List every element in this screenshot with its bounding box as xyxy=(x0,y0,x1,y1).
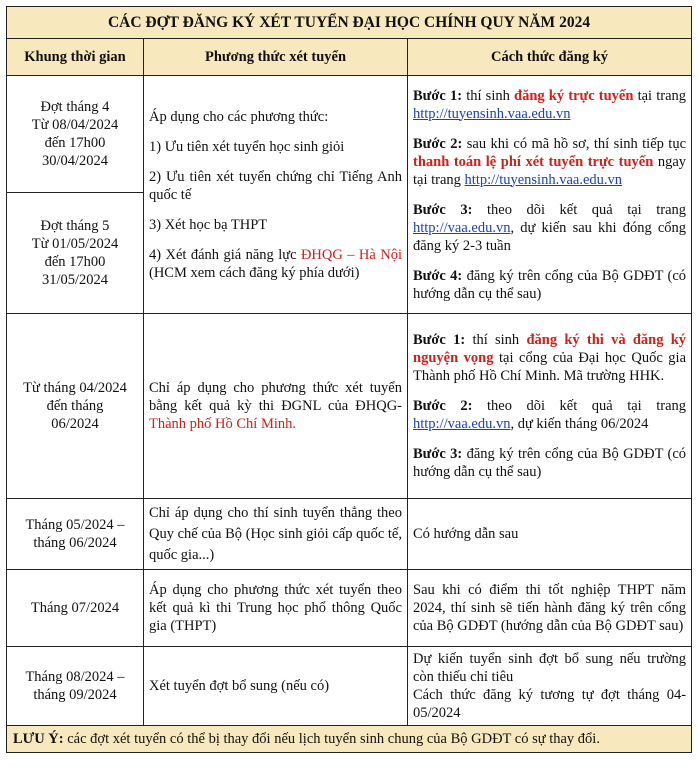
step-text: đăng ký trên cổng của Bộ GDĐT (có hướng dẫn cụ thể sau) xyxy=(413,267,687,302)
method-cell-r3: Chỉ áp dụng cho thí sinh tuyển thẳng theo Quy chế của Bộ (Học sinh giỏi cấp quốc tế, quốc gia...) xyxy=(144,499,408,570)
header-registration: Cách thức đăng ký xyxy=(408,39,692,76)
table-row xyxy=(7,76,692,193)
header-method: Phương thức xét tuyển xyxy=(144,39,408,76)
method-item: 1) Ưu tiên xét tuyển học sinh giỏi xyxy=(149,138,345,155)
note-label: LƯU Ý: xyxy=(13,731,64,747)
highlight-text: thanh toán lệ phí xét tuyển trực tuyến xyxy=(413,153,654,170)
table-title: CÁC ĐỢT ĐĂNG KÝ XÉT TUYỂN ĐẠI HỌC CHÍNH QUY NĂM 2024 xyxy=(7,7,692,39)
time-cell-april xyxy=(7,76,144,193)
method-cell-r2 xyxy=(144,314,408,499)
method-item xyxy=(149,379,402,433)
step-3 xyxy=(413,445,686,481)
period-start: Tháng 08/2024 – xyxy=(25,669,125,685)
step-text: đăng ký trên cổng của Bộ GDĐT (có hướng dẫn cụ thể sau) xyxy=(413,446,687,480)
method-item: 3) Xét học bạ THPT xyxy=(149,216,268,233)
period-start: Tháng 05/2024 – xyxy=(25,517,125,533)
table-row xyxy=(7,570,692,647)
registration-cell-r2 xyxy=(408,314,692,499)
method-text: 4) Xét đánh giá năng lực xyxy=(149,246,301,263)
time-cell-may xyxy=(7,193,144,314)
time-cell-r5 xyxy=(7,647,144,726)
period-start: Từ 01/05/2024 xyxy=(31,236,119,252)
method-cell-r1 xyxy=(144,76,408,314)
period-to: đến tháng xyxy=(46,398,104,414)
period-end: tháng 06/2024 xyxy=(33,535,117,551)
note-row xyxy=(7,726,692,753)
method-cell-r4: Áp dụng cho phương thức xét tuyển theo kết quả kì thi Trung học phổ thông Quốc gia (THPT) xyxy=(144,570,408,647)
method-intro: Áp dụng cho các phương thức: xyxy=(149,108,329,125)
registration-cell-r3: Có hướng dẫn sau xyxy=(408,499,692,570)
step-label: Bước 1: xyxy=(413,332,466,348)
step-text: theo dõi kết quả tại trang xyxy=(472,201,687,218)
vaa-link[interactable]: http://vaa.edu.vn xyxy=(413,219,511,236)
table-row xyxy=(7,647,692,726)
method-text: Chỉ áp dụng cho phương thức xét tuyển bằng kết quả kỳ thi ĐGNL của ĐHQG- xyxy=(149,380,402,414)
period-to: đến 17h00 xyxy=(44,135,106,151)
step-3 xyxy=(413,201,686,255)
highlight-text: ĐHQG – Hà Nội xyxy=(300,246,402,263)
step-label: Bước 3: xyxy=(413,446,463,462)
period-end: 31/05/2024 xyxy=(41,272,109,288)
step-label: Bước 1: xyxy=(413,87,463,104)
step-label: Bước 4: xyxy=(413,267,463,284)
registration-cell-r5 xyxy=(408,647,692,726)
registration-text: Dự kiến tuyển sinh đợt bổ sung nếu trường còn thiếu chỉ tiêu xyxy=(413,651,687,685)
highlight-text: đăng ký trực tuyến xyxy=(514,87,634,104)
step-text: thí sinh xyxy=(462,87,514,104)
period-end: 06/2024 xyxy=(51,416,99,432)
table-row xyxy=(7,726,692,753)
time-cell-r3 xyxy=(7,499,144,570)
tuyensinh-link[interactable]: http://tuyensinh.vaa.edu.vn xyxy=(464,171,623,188)
method-text: (HCM xem cách đăng ký phía dưới) xyxy=(149,264,360,281)
table-row xyxy=(7,499,692,570)
step-1 xyxy=(413,87,686,123)
vaa-link[interactable]: http://vaa.edu.vn xyxy=(413,416,511,432)
period-label: Đợt tháng 5 xyxy=(40,218,110,234)
step-1 xyxy=(413,331,686,385)
admission-schedule-document xyxy=(6,6,691,753)
tuyensinh-link[interactable]: http://tuyensinh.vaa.edu.vn xyxy=(413,105,571,122)
admission-table xyxy=(6,6,692,753)
step-text: ngay tại trang xyxy=(413,153,687,188)
registration-cell-r1 xyxy=(408,76,692,314)
step-label: Bước 2: xyxy=(413,398,473,414)
step-4 xyxy=(413,267,686,303)
step-text: theo dõi kết quả tại trang xyxy=(472,398,687,414)
method-cell-r5: Xét tuyển đợt bổ sung (nếu có) xyxy=(144,647,408,726)
method-item: 2) Ưu tiên xét tuyển chứng chỉ Tiếng Anh quốc tế xyxy=(149,168,402,203)
period-start: Từ tháng 04/2024 xyxy=(23,380,127,396)
time-cell-r2 xyxy=(7,314,144,499)
note-text: các đợt xét tuyển có thể bị thay đổi nếu lịch tuyển sinh chung của Bộ GDĐT có sự thay đổi. xyxy=(63,731,600,747)
period-end: 30/04/2024 xyxy=(41,153,109,169)
period-end: tháng 09/2024 xyxy=(33,687,117,703)
table-row xyxy=(7,314,692,499)
highlight-text: Thành phố Hồ Chí Minh. xyxy=(149,416,297,432)
registration-cell-r4: Sau khi có điểm thi tốt nghiệp THPT năm 2024, thí sinh sẽ tiến hành đăng ký trên cổng của Bộ GDĐT (hướng dẫn của Bộ GDĐT sau) xyxy=(408,570,692,647)
time-cell-r4: Tháng 07/2024 xyxy=(7,570,144,647)
step-label: Bước 3: xyxy=(413,201,473,218)
method-item xyxy=(149,246,402,282)
step-text: tại cổng của Đại học Quốc gia Thành phố Hồ Chí Minh. Mã trường HHK. xyxy=(413,350,687,384)
highlight-text: đăng ký thi và đăng ký nguyện vọng xyxy=(413,332,687,366)
step-2 xyxy=(413,135,686,189)
period-start: Từ 08/04/2024 xyxy=(31,117,119,133)
step-label: Bước 2: xyxy=(413,135,463,152)
registration-text: Cách thức đăng ký tương tự đợt tháng 04-05/2024 xyxy=(413,687,687,721)
header-time: Khung thời gian xyxy=(7,39,144,76)
step-text: , dự kiến sau khi đóng cổng đăng ký 2-3 tuần xyxy=(413,219,687,254)
step-2 xyxy=(413,397,686,433)
step-text: tại trang xyxy=(633,87,687,104)
step-text: thí sinh xyxy=(465,332,527,348)
period-label: Đợt tháng 4 xyxy=(40,99,110,115)
step-text: , dự kiến tháng 06/2024 xyxy=(510,416,649,432)
step-text: sau khi có mã hồ sơ, thí sinh tiếp tục xyxy=(462,135,687,152)
period-to: đến 17h00 xyxy=(44,254,106,270)
